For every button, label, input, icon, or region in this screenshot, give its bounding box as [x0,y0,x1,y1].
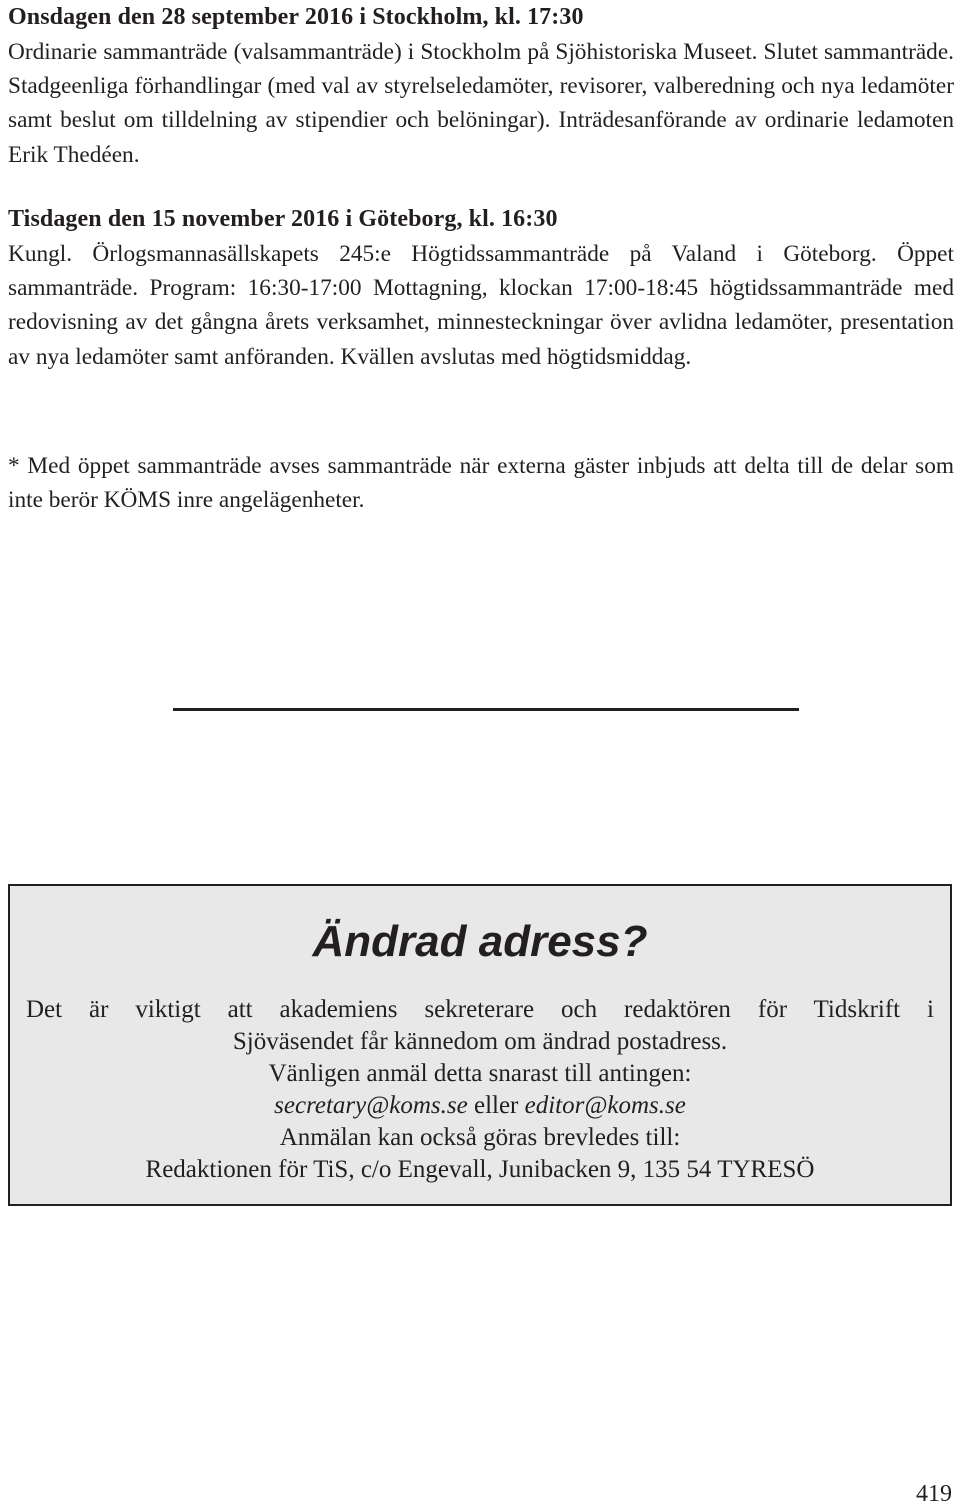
editor-email-link[interactable]: editor@koms.se [524,1092,686,1119]
divider-line [173,708,799,711]
secretary-email-link[interactable]: secretary@koms.se [274,1092,468,1119]
notice-text [26,994,934,1186]
notice-title: Ändrad adress? [312,917,648,966]
event-goteborg [8,204,954,374]
document-page [8,0,956,1508]
notice-line: Anmälan kan också göras brevledes till: [279,1124,681,1151]
event-heading: Tisdagen den 15 november 2016 i Göteborg, kl. 16:30 [8,206,558,232]
notice-postal-address: Redaktionen för TiS, c/o Engevall, Junibacken 9, 135 54 TYRESÖ [145,1156,815,1183]
event-description: Ordinarie sammanträde (valsammanträde) i Stockholm på Sjöhistoriska Museet. Slutet sammanträde. Stadgeenliga förhandlingar (med val av styrelseledamöter, revisorer, valberedning och nya ledamöter samt beslut om tilldelning av stipendier och belöningar). Inträdesanförande av ordinarie ledamoten Erik Thedéen. [8,39,954,168]
notice-line: Sjöväsendet får kännedom om ändrad postadress. [232,1028,728,1055]
event-heading: Onsdagen den 28 september 2016 i Stockholm, kl. 17:30 [8,4,584,30]
email-connector: eller [473,1092,519,1119]
event-stockholm [8,2,954,172]
page-number: 419 [916,1481,952,1507]
event-description: Kungl. Örlogsmannasällskapets 245:e Högtidssammanträde på Valand i Göteborg. Öppet sammanträde. Program: 16:30-17:00 Mottagning, klockan 17:00-18:45 högtidssammanträde med redovisning av det gångna årets verksamhet, minnesteckningar över avlidna ledamöter, presentation av nya ledamöter samt anföranden. Kvällen avslutas med högtidsmiddag. [8,241,954,370]
notice-email-line [26,1090,934,1122]
footnote: * Med öppet sammanträde avses sammanträde när externa gäster inbjuds att delta till de delar som inte berör KÖMS inre angelägenheter. [8,453,954,514]
notice-line: Det är viktigt att akademiens sekreterare och redaktören för Tidskrift i [26,996,934,1023]
address-change-notice [8,884,952,1206]
notice-line: Vänligen anmäl detta snarast till antingen: [268,1060,692,1087]
